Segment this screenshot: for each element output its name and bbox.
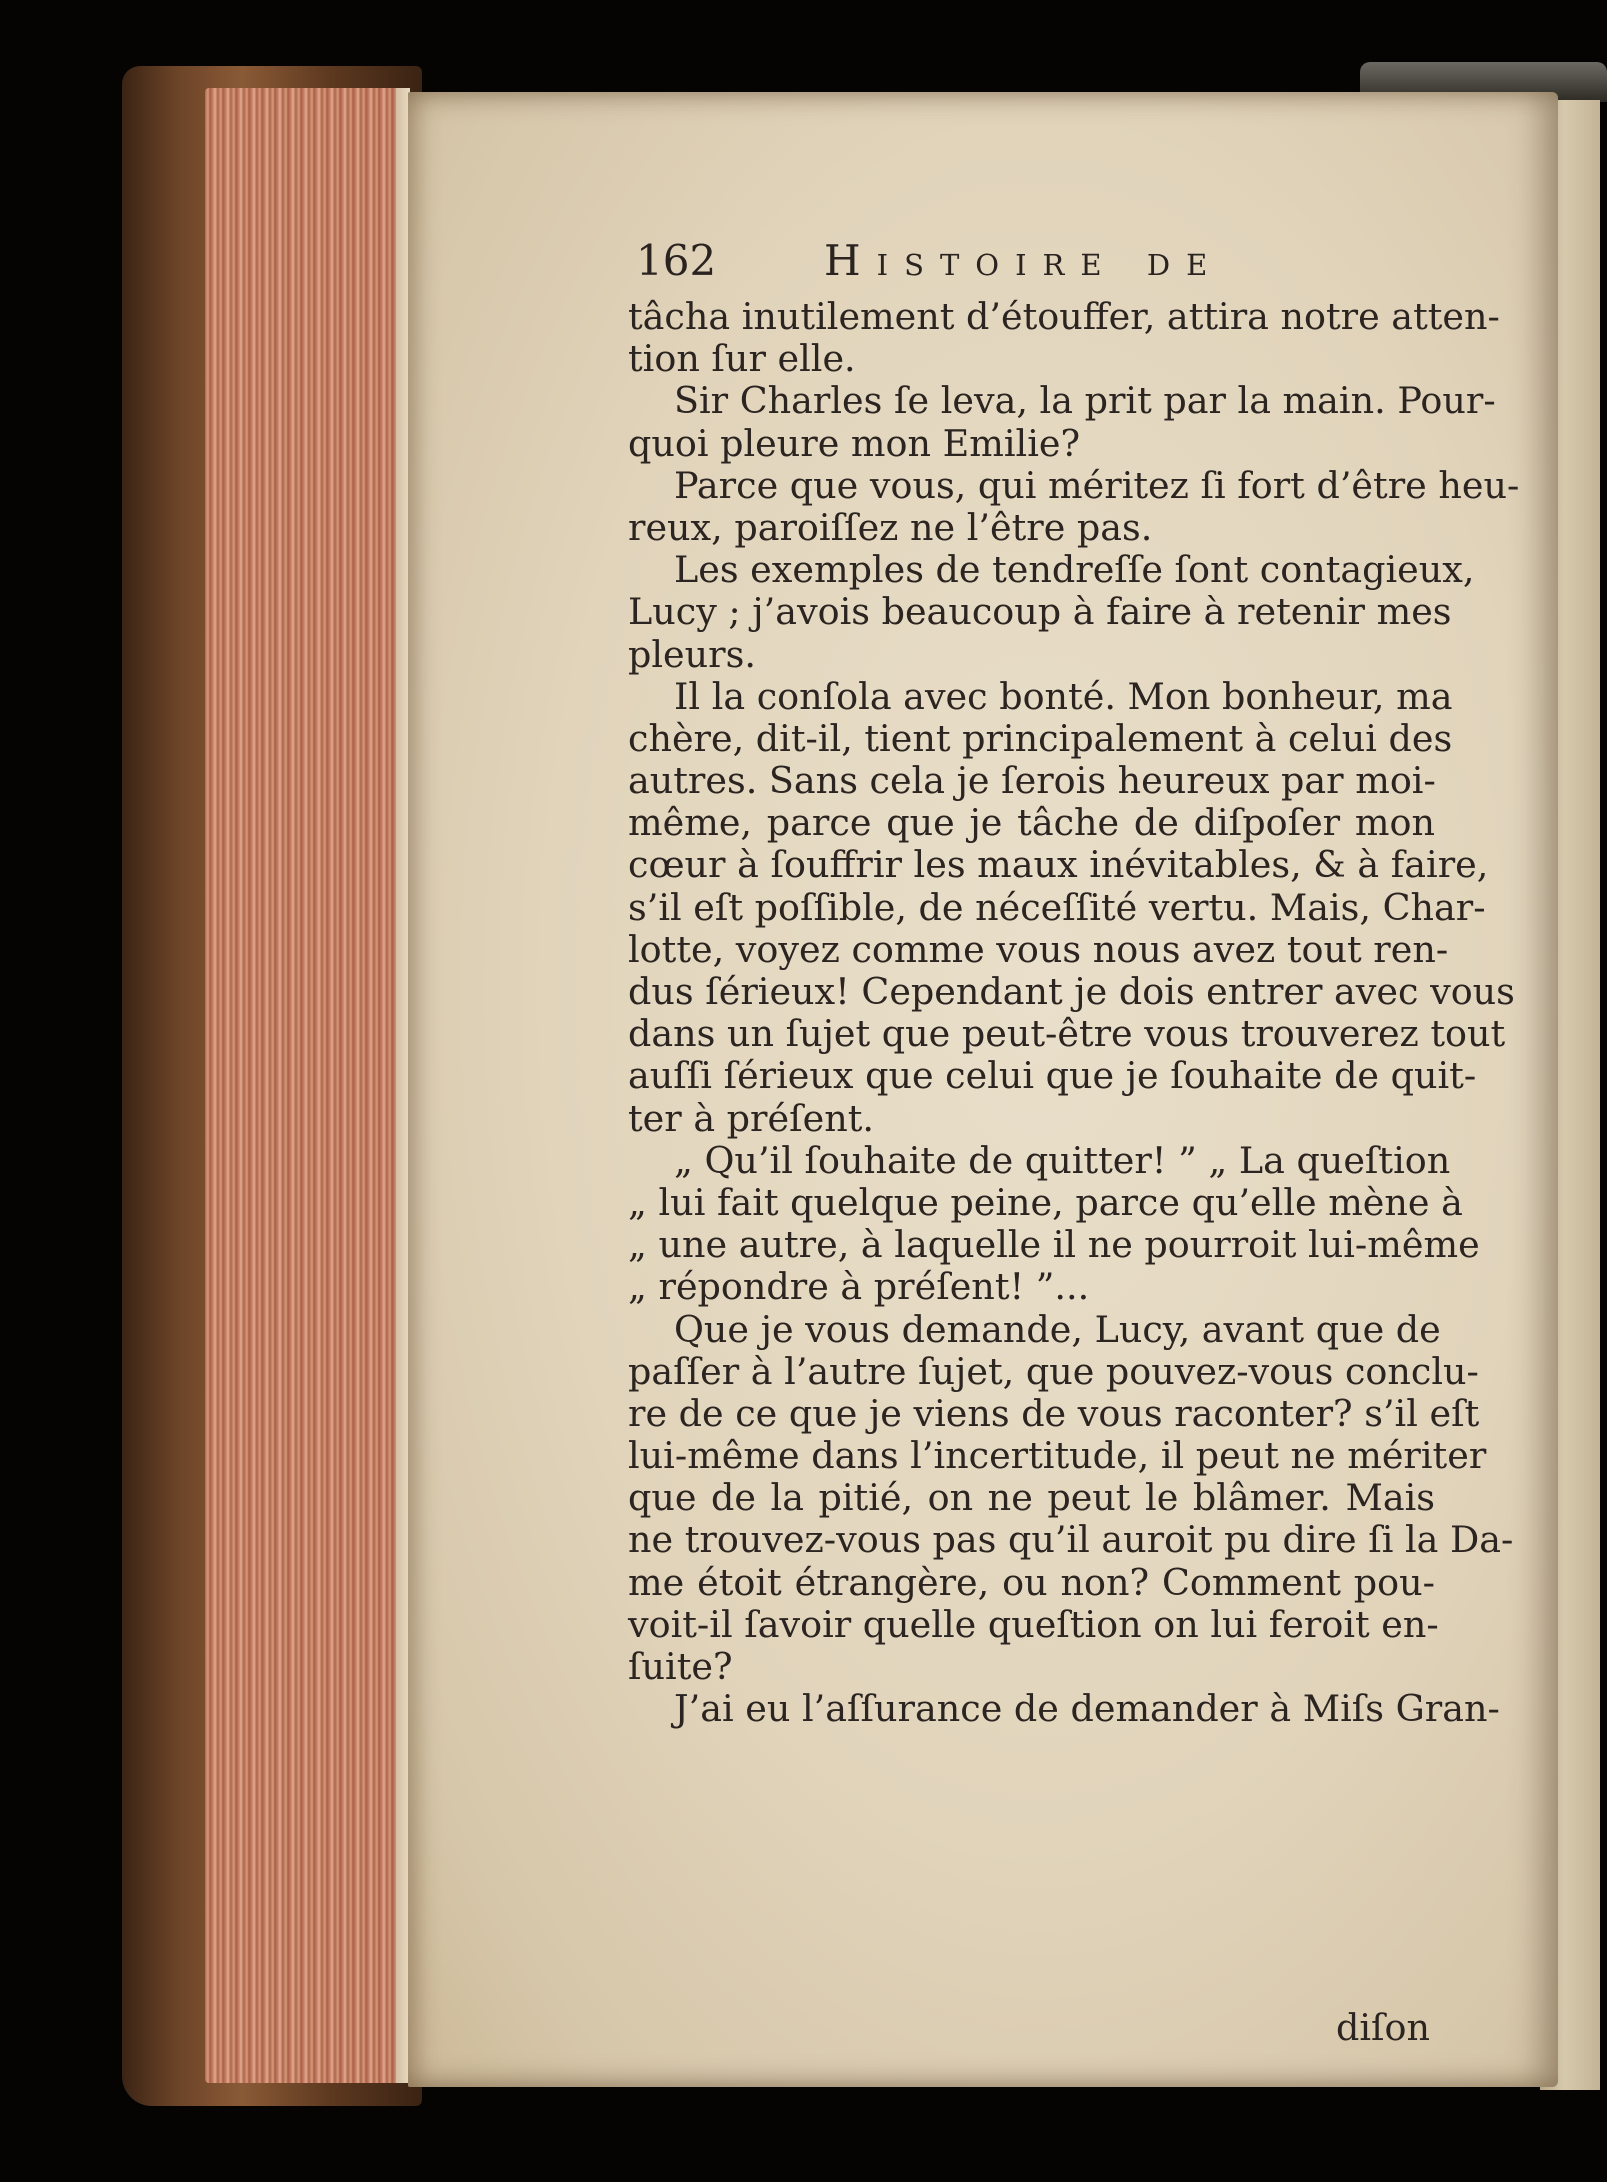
page-number: 162 bbox=[636, 236, 717, 285]
text-line: Que je vous demande, Lucy, avant que de bbox=[674, 1307, 1441, 1351]
text-line: tâcha inutilement d’étouffer, attira notre atten- bbox=[628, 295, 1500, 338]
text-line: auſſi ſérieux que celui que je ſouhaite de quit- bbox=[628, 1054, 1477, 1098]
text-line: lui-même dans l’incertitude, il peut ne mériter bbox=[628, 1434, 1487, 1478]
catchword: diſon bbox=[1335, 2006, 1430, 2049]
text-line: „ lui fait quelque peine, parce qu’elle mène à bbox=[628, 1180, 1463, 1224]
page-edges bbox=[205, 88, 410, 2083]
text-line: „ Qu’il ſouhaite de quitter! ” „ La queſtion bbox=[674, 1138, 1451, 1182]
text-line: pleurs. bbox=[628, 632, 756, 676]
text-line: J’ai eu l’aſſurance de demander à Miſs Gran- bbox=[674, 1687, 1500, 1731]
text-line: cœur à ſouffrir les maux inévitables, & à faire, bbox=[628, 843, 1489, 887]
text-line: même, parce que je tâche de diſpoſer mon bbox=[628, 801, 1435, 845]
page-header bbox=[636, 236, 1316, 296]
text-line: chère, dit-il, tient principalement à celui des bbox=[628, 716, 1453, 760]
text-line: Il la conſola avec bonté. Mon bonheur, ma bbox=[674, 674, 1453, 718]
text-line: que de la pitié, on ne peut le blâmer. Mais bbox=[628, 1476, 1435, 1520]
text-line: Sir Charles ſe leva, la prit par la main. Pour- bbox=[674, 379, 1496, 423]
text-line: me étoit étrangère, ou non? Comment pou- bbox=[628, 1560, 1435, 1604]
text-line: lotte, voyez comme vous nous avez tout ren- bbox=[628, 927, 1449, 971]
text-line: re de ce que je viens de vous raconter? s’il eſt bbox=[628, 1391, 1480, 1435]
text-line: quoi pleure mon Emilie? bbox=[628, 421, 1081, 465]
text-line: paſſer à l’autre ſujet, que pouvez-vous conclu- bbox=[628, 1349, 1479, 1393]
text-line: Les exemples de tendreſſe ſont contagieux, bbox=[674, 548, 1475, 592]
text-line: reux, paroiſſez ne l’être pas. bbox=[628, 505, 1153, 549]
running-head: Histoire de bbox=[824, 236, 1224, 285]
text-line: ſuite? bbox=[628, 1645, 733, 1688]
text-line: dans un ſujet que peut-être vous trouverez tout bbox=[628, 1012, 1506, 1056]
text-line: „ répondre à préſent! ”... bbox=[628, 1265, 1090, 1309]
text-line: s’il eſt poſſible, de néceſſité vertu. Mais, Char- bbox=[628, 885, 1486, 929]
text-line: Lucy ; j’avois beaucoup à faire à retenir mes bbox=[628, 590, 1452, 634]
text-line: autres. Sans cela je ſerois heureux par moi- bbox=[628, 759, 1436, 803]
text-line: ne trouvez-vous pas qu’il auroit pu dire ſi la Da- bbox=[628, 1518, 1514, 1562]
text-line: „ une autre, à laquelle il ne pourroit lui-même bbox=[628, 1223, 1480, 1267]
text-line: Parce que vous, qui méritez ſi fort d’être heu- bbox=[674, 463, 1520, 507]
text-line: ter à préſent. bbox=[628, 1096, 874, 1140]
text-line: tion ſur elle. bbox=[628, 337, 856, 381]
text-line: voit-il ſavoir quelle queſtion on lui feroit en- bbox=[628, 1602, 1439, 1646]
text-line: dus ſérieux! Cependant je dois entrer avec vous bbox=[628, 970, 1515, 1013]
body-text bbox=[628, 295, 1520, 1731]
